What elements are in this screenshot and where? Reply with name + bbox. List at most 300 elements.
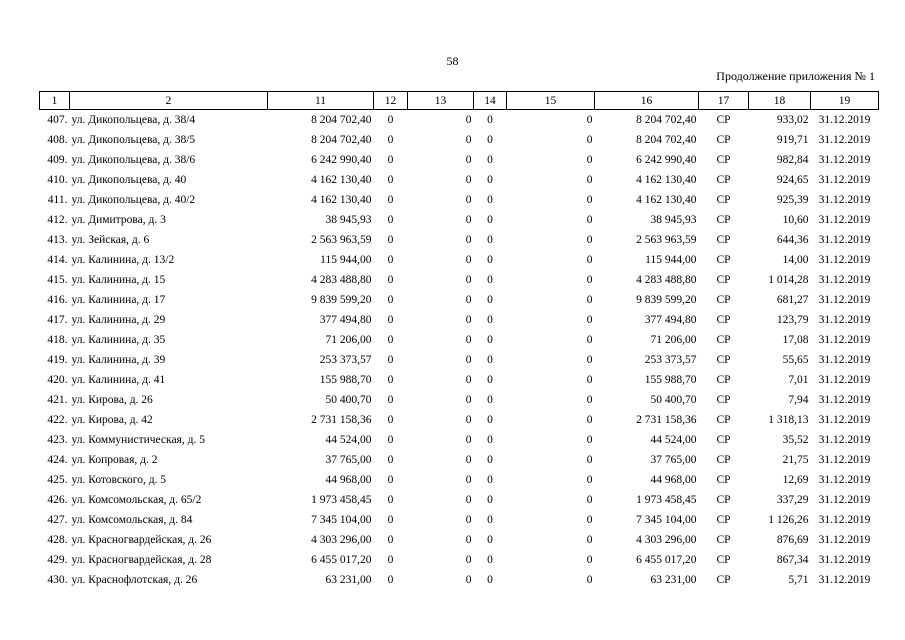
value-col-14: 0 [487, 434, 493, 446]
value-col-12: 0 [387, 414, 394, 426]
table-row [40, 530, 879, 550]
row-number: 409. [47, 154, 68, 166]
table-row [40, 290, 879, 310]
amount-col-11: 2 563 963,59 [311, 234, 372, 246]
column-header: 16 [595, 92, 699, 110]
row-number: 411. [47, 194, 68, 206]
deadline-date: 31.12.2019 [818, 134, 871, 146]
value-col-15: 0 [586, 294, 593, 306]
deadline-date: 31.12.2019 [818, 174, 871, 186]
amount-col-11: 37 765,00 [325, 454, 372, 466]
value-col-14: 0 [487, 174, 493, 186]
method-code: СР [716, 114, 731, 126]
area-value: 919,71 [776, 134, 809, 146]
table-row [40, 170, 879, 190]
value-col-12: 0 [387, 434, 394, 446]
area-value: 1 126,26 [768, 514, 809, 526]
row-number: 425. [47, 474, 68, 486]
value-col-15: 0 [586, 134, 593, 146]
row-number: 416. [47, 294, 68, 306]
method-code: СР [716, 154, 731, 166]
value-col-13: 0 [465, 574, 472, 586]
amount-col-11: 4 162 130,40 [311, 174, 372, 186]
amount-col-11: 6 455 017,20 [311, 554, 372, 566]
value-col-13: 0 [465, 254, 472, 266]
value-col-15: 0 [586, 474, 593, 486]
deadline-date: 31.12.2019 [818, 214, 871, 226]
address: ул. Калинина, д. 15 [71, 274, 166, 286]
value-col-12: 0 [387, 354, 394, 366]
value-col-12: 0 [387, 274, 394, 286]
deadline-date: 31.12.2019 [818, 394, 871, 406]
value-col-15: 0 [586, 574, 593, 586]
amount-col-11: 9 839 599,20 [311, 294, 372, 306]
area-value: 924,65 [776, 174, 809, 186]
area-value: 55,65 [782, 354, 809, 366]
amount-col-11: 71 206,00 [325, 334, 372, 346]
value-col-12: 0 [387, 174, 394, 186]
deadline-date: 31.12.2019 [818, 374, 871, 386]
value-col-12: 0 [387, 194, 394, 206]
table-row [40, 330, 879, 350]
value-col-13: 0 [465, 474, 472, 486]
table-row [40, 150, 879, 170]
address: ул. Котовского, д. 5 [71, 474, 167, 486]
column-header: 12 [374, 92, 408, 110]
value-col-12: 0 [387, 514, 394, 526]
amount-col-11: 8 204 702,40 [311, 134, 372, 146]
amount-col-11: 44 968,00 [325, 474, 372, 486]
amount-col-16: 37 765,00 [650, 454, 697, 466]
column-header: 13 [408, 92, 474, 110]
table-row [40, 430, 879, 450]
value-col-12: 0 [387, 374, 394, 386]
area-value: 12,69 [782, 474, 809, 486]
value-col-14: 0 [487, 234, 493, 246]
method-code: СР [716, 434, 731, 446]
value-col-14: 0 [487, 254, 493, 266]
column-header: 18 [749, 92, 811, 110]
value-col-13: 0 [465, 354, 472, 366]
row-number: 408. [47, 134, 68, 146]
value-col-15: 0 [586, 154, 593, 166]
table-row [40, 570, 879, 590]
address: ул. Кирова, д. 26 [71, 394, 153, 406]
address: ул. Красногвардейская, д. 26 [71, 534, 212, 546]
value-col-15: 0 [586, 434, 593, 446]
amount-col-16: 155 988,70 [644, 374, 697, 386]
area-value: 644,36 [776, 234, 809, 246]
deadline-date: 31.12.2019 [818, 434, 871, 446]
method-code: СР [716, 354, 731, 366]
deadline-date: 31.12.2019 [818, 574, 871, 586]
deadline-date: 31.12.2019 [818, 454, 871, 466]
value-col-14: 0 [487, 554, 493, 566]
deadline-date: 31.12.2019 [818, 114, 871, 126]
amount-col-16: 8 204 702,40 [636, 134, 697, 146]
value-col-12: 0 [387, 394, 394, 406]
area-value: 7,01 [788, 374, 809, 386]
amount-col-11: 44 524,00 [325, 434, 372, 446]
value-col-13: 0 [465, 234, 472, 246]
deadline-date: 31.12.2019 [818, 234, 871, 246]
amount-col-16: 7 345 104,00 [636, 514, 697, 526]
column-header: 2 [70, 92, 268, 110]
address: ул. Калинина, д. 41 [71, 374, 166, 386]
amount-col-11: 6 242 990,40 [311, 154, 372, 166]
value-col-14: 0 [487, 514, 493, 526]
address: ул. Зейская, д. 6 [71, 234, 150, 246]
value-col-13: 0 [465, 174, 472, 186]
method-code: СР [716, 574, 731, 586]
value-col-14: 0 [487, 534, 493, 546]
value-col-12: 0 [387, 474, 394, 486]
address: ул. Комсомольская, д. 65/2 [71, 494, 202, 506]
amount-col-16: 71 206,00 [650, 334, 697, 346]
amount-col-11: 2 731 158,36 [311, 414, 372, 426]
row-number: 429. [47, 554, 68, 566]
deadline-date: 31.12.2019 [818, 534, 871, 546]
row-number: 415. [47, 274, 68, 286]
address: ул. Дикопольцева, д. 38/6 [71, 154, 196, 166]
table-row [40, 130, 879, 150]
row-number: 428. [47, 534, 68, 546]
row-number: 424. [47, 454, 68, 466]
deadline-date: 31.12.2019 [818, 254, 871, 266]
value-col-12: 0 [387, 454, 394, 466]
row-number: 414. [47, 254, 68, 266]
value-col-14: 0 [487, 354, 493, 366]
amount-col-16: 6 242 990,40 [636, 154, 697, 166]
amount-col-16: 9 839 599,20 [636, 294, 697, 306]
amount-col-11: 115 944,00 [320, 254, 372, 266]
table-row [40, 470, 879, 490]
amount-col-16: 115 944,00 [645, 254, 697, 266]
area-value: 10,60 [782, 214, 809, 226]
method-code: СР [716, 554, 731, 566]
value-col-13: 0 [465, 554, 472, 566]
amount-col-16: 8 204 702,40 [636, 114, 697, 126]
value-col-12: 0 [387, 214, 394, 226]
value-col-15: 0 [586, 194, 593, 206]
method-code: СР [716, 514, 731, 526]
value-col-12: 0 [387, 574, 394, 586]
deadline-date: 31.12.2019 [818, 554, 871, 566]
value-col-12: 0 [387, 114, 394, 126]
method-code: СР [716, 274, 731, 286]
address: ул. Калинина, д. 17 [71, 294, 166, 306]
address: ул. Калинина, д. 39 [71, 354, 166, 366]
table-body [40, 110, 879, 591]
amount-col-11: 7 345 104,00 [311, 514, 372, 526]
value-col-14: 0 [487, 494, 493, 506]
value-col-13: 0 [465, 414, 472, 426]
value-col-15: 0 [586, 414, 593, 426]
address: ул. Калинина, д. 29 [71, 314, 166, 326]
value-col-13: 0 [465, 134, 472, 146]
deadline-date: 31.12.2019 [818, 514, 871, 526]
value-col-13: 0 [465, 214, 472, 226]
row-number: 421. [47, 394, 68, 406]
address: ул. Дикопольцева, д. 38/4 [71, 114, 196, 126]
value-col-15: 0 [586, 454, 593, 466]
amount-col-11: 8 204 702,40 [311, 114, 372, 126]
value-col-15: 0 [586, 354, 593, 366]
row-number: 413. [47, 234, 68, 246]
value-col-12: 0 [387, 554, 394, 566]
value-col-15: 0 [586, 174, 593, 186]
address: ул. Калинина, д. 13/2 [71, 254, 175, 266]
table-row [40, 490, 879, 510]
value-col-13: 0 [465, 454, 472, 466]
area-value: 14,00 [782, 254, 809, 266]
value-col-15: 0 [586, 514, 593, 526]
value-col-14: 0 [487, 334, 493, 346]
table-row [40, 370, 879, 390]
table-row [40, 390, 879, 410]
value-col-15: 0 [586, 494, 593, 506]
area-value: 337,29 [776, 494, 809, 506]
address: ул. Коммунистическая, д. 5 [71, 434, 205, 446]
address: ул. Кирова, д. 42 [71, 414, 153, 426]
table-row [40, 550, 879, 570]
method-code: СР [716, 294, 731, 306]
value-col-14: 0 [487, 214, 493, 226]
value-col-13: 0 [465, 194, 472, 206]
deadline-date: 31.12.2019 [818, 494, 871, 506]
table-row [40, 510, 879, 530]
row-number: 417. [47, 314, 68, 326]
amount-col-16: 4 162 130,40 [636, 194, 697, 206]
method-code: СР [716, 374, 731, 386]
row-number: 423. [47, 434, 68, 446]
table-row [40, 350, 879, 370]
area-value: 867,34 [776, 554, 809, 566]
amount-col-16: 50 400,70 [650, 394, 697, 406]
deadline-date: 31.12.2019 [818, 474, 871, 486]
address: ул. Димитрова, д. 3 [71, 214, 166, 226]
address: ул. Дикопольцева, д. 38/5 [71, 134, 196, 146]
row-number: 419. [47, 354, 68, 366]
method-code: СР [716, 334, 731, 346]
deadline-date: 31.12.2019 [818, 414, 871, 426]
continuation-caption: Продолжение приложения № 1 [716, 69, 875, 83]
value-col-13: 0 [465, 314, 472, 326]
value-col-14: 0 [487, 414, 493, 426]
column-header: 19 [811, 92, 879, 110]
deadline-date: 31.12.2019 [818, 194, 871, 206]
value-col-13: 0 [465, 494, 472, 506]
address: ул. Краснофлотская, д. 26 [71, 574, 198, 586]
amount-col-16: 2 731 158,36 [636, 414, 697, 426]
area-value: 17,08 [782, 334, 809, 346]
method-code: СР [716, 394, 731, 406]
column-header: 11 [268, 92, 374, 110]
method-code: СР [716, 494, 731, 506]
value-col-12: 0 [387, 234, 394, 246]
value-col-14: 0 [487, 114, 493, 126]
value-col-12: 0 [387, 334, 394, 346]
amount-col-11: 38 945,93 [325, 214, 372, 226]
value-col-15: 0 [586, 274, 593, 286]
amount-col-11: 63 231,00 [325, 574, 372, 586]
amount-col-16: 253 373,57 [644, 354, 697, 366]
amount-col-11: 4 162 130,40 [311, 194, 372, 206]
address: ул. Комсомольская, д. 84 [71, 514, 193, 526]
value-col-15: 0 [586, 114, 593, 126]
value-col-12: 0 [387, 134, 394, 146]
column-header: 14 [474, 92, 507, 110]
area-value: 681,27 [776, 294, 809, 306]
value-col-15: 0 [586, 374, 593, 386]
table-row [40, 310, 879, 330]
deadline-date: 31.12.2019 [818, 354, 871, 366]
value-col-13: 0 [465, 514, 472, 526]
value-col-15: 0 [586, 214, 593, 226]
value-col-14: 0 [487, 454, 493, 466]
row-number: 412. [47, 214, 68, 226]
method-code: СР [716, 214, 731, 226]
row-number: 410. [47, 174, 68, 186]
value-col-13: 0 [465, 434, 472, 446]
amount-col-16: 4 162 130,40 [636, 174, 697, 186]
value-col-13: 0 [465, 534, 472, 546]
area-value: 1 014,28 [768, 274, 809, 286]
amount-col-16: 44 524,00 [650, 434, 697, 446]
row-number: 426. [47, 494, 68, 506]
value-col-15: 0 [586, 234, 593, 246]
amount-col-11: 155 988,70 [319, 374, 372, 386]
amount-col-11: 4 303 296,00 [311, 534, 372, 546]
column-header: 17 [699, 92, 749, 110]
deadline-date: 31.12.2019 [818, 154, 871, 166]
amount-col-11: 253 373,57 [319, 354, 372, 366]
deadline-date: 31.12.2019 [818, 274, 871, 286]
row-number: 427. [47, 514, 68, 526]
value-col-14: 0 [487, 374, 493, 386]
method-code: СР [716, 174, 731, 186]
column-header: 15 [507, 92, 595, 110]
amount-col-16: 38 945,93 [650, 214, 697, 226]
amount-col-16: 63 231,00 [650, 574, 697, 586]
amount-col-16: 2 563 963,59 [636, 234, 697, 246]
table-row [40, 210, 879, 230]
method-code: СР [716, 454, 731, 466]
method-code: СР [716, 474, 731, 486]
value-col-13: 0 [465, 274, 472, 286]
value-col-12: 0 [387, 534, 394, 546]
method-code: СР [716, 414, 731, 426]
value-col-13: 0 [465, 114, 472, 126]
value-col-14: 0 [487, 154, 493, 166]
value-col-13: 0 [465, 374, 472, 386]
address: ул. Красногвардейская, д. 28 [71, 554, 212, 566]
amount-col-16: 4 303 296,00 [636, 534, 697, 546]
area-value: 925,39 [776, 194, 809, 206]
area-value: 876,69 [776, 534, 809, 546]
value-col-15: 0 [586, 534, 593, 546]
area-value: 35,52 [782, 434, 809, 446]
value-col-12: 0 [387, 254, 394, 266]
method-code: СР [716, 314, 731, 326]
header-row [40, 92, 879, 110]
deadline-date: 31.12.2019 [818, 294, 871, 306]
method-code: СР [716, 254, 731, 266]
value-col-14: 0 [487, 294, 493, 306]
value-col-14: 0 [487, 474, 493, 486]
table-row [40, 230, 879, 250]
value-col-15: 0 [586, 554, 593, 566]
area-value: 982,84 [776, 154, 809, 166]
value-col-12: 0 [387, 294, 394, 306]
value-col-14: 0 [487, 274, 493, 286]
row-number: 407. [47, 114, 68, 126]
register-table [39, 91, 879, 590]
amount-col-11: 4 283 488,80 [311, 274, 372, 286]
value-col-12: 0 [387, 154, 394, 166]
table-row [40, 450, 879, 470]
value-col-14: 0 [487, 194, 493, 206]
value-col-13: 0 [465, 334, 472, 346]
area-value: 123,79 [776, 314, 809, 326]
value-col-15: 0 [586, 334, 593, 346]
amount-col-16: 6 455 017,20 [636, 554, 697, 566]
deadline-date: 31.12.2019 [818, 334, 871, 346]
column-header: 1 [40, 92, 70, 110]
value-col-15: 0 [586, 394, 593, 406]
area-value: 7,94 [788, 394, 809, 406]
deadline-date: 31.12.2019 [818, 314, 871, 326]
method-code: СР [716, 234, 731, 246]
value-col-13: 0 [465, 394, 472, 406]
value-col-14: 0 [487, 574, 493, 586]
row-number: 418. [47, 334, 68, 346]
method-code: СР [716, 194, 731, 206]
table-row [40, 190, 879, 210]
amount-col-11: 377 494,80 [319, 314, 372, 326]
value-col-14: 0 [487, 394, 493, 406]
value-col-13: 0 [465, 294, 472, 306]
area-value: 21,75 [782, 454, 809, 466]
value-col-15: 0 [586, 314, 593, 326]
amount-col-11: 1 973 458,45 [311, 494, 372, 506]
value-col-13: 0 [465, 154, 472, 166]
address: ул. Дикопольцева, д. 40 [71, 174, 187, 186]
table-row [40, 250, 879, 270]
value-col-14: 0 [487, 314, 493, 326]
area-value: 1 318,13 [768, 414, 809, 426]
value-col-12: 0 [387, 494, 394, 506]
amount-col-11: 50 400,70 [325, 394, 372, 406]
amount-col-16: 44 968,00 [650, 474, 697, 486]
table-row [40, 270, 879, 290]
row-number: 420. [47, 374, 68, 386]
row-number: 430. [47, 574, 68, 586]
table-row [40, 110, 879, 131]
area-value: 933,02 [776, 114, 809, 126]
address: ул. Дикопольцева, д. 40/2 [71, 194, 196, 206]
amount-col-16: 4 283 488,80 [636, 274, 697, 286]
value-col-12: 0 [387, 314, 394, 326]
address: ул. Копровая, д. 2 [71, 454, 158, 466]
address: ул. Калинина, д. 35 [71, 334, 166, 346]
amount-col-16: 1 973 458,45 [636, 494, 697, 506]
value-col-15: 0 [586, 254, 593, 266]
method-code: СР [716, 134, 731, 146]
value-col-14: 0 [487, 134, 493, 146]
row-number: 422. [47, 414, 68, 426]
method-code: СР [716, 534, 731, 546]
